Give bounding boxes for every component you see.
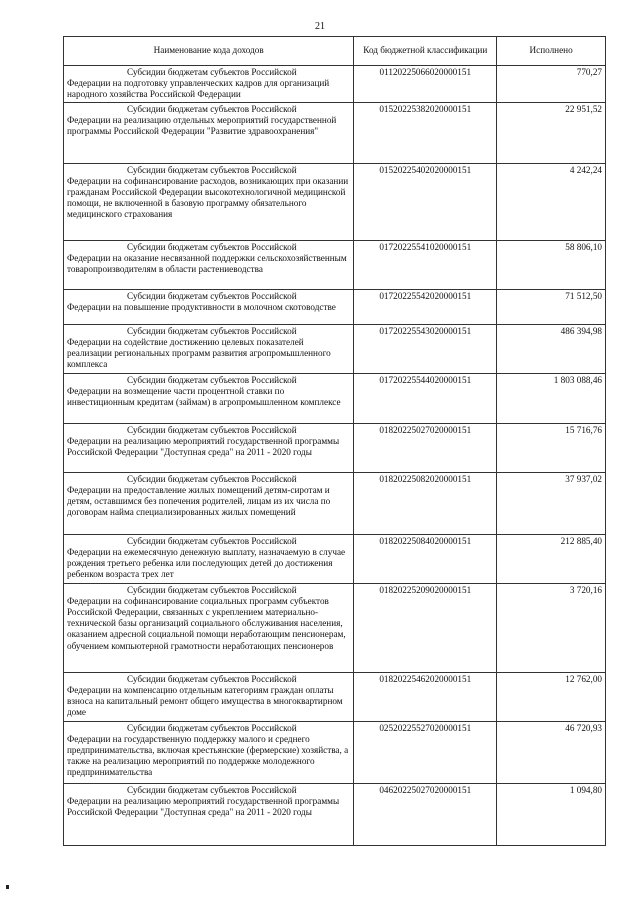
income-name-text: Федерации на реализацию мероприятий государственной программы Российской Федерации "Доступная среда" на 2011 - 2020 годы — [67, 795, 340, 818]
income-name-cell — [64, 721, 354, 783]
budget-code-cell: 01120225066020000151 — [354, 66, 497, 103]
amount-cell: 486 394,98 — [497, 324, 606, 373]
income-name-lead: Субсидии бюджетам субъектов Российской — [127, 241, 297, 252]
income-name-text: Федерации на софинансирование социальных программ субъектов Российской Федерации, связанных с укреплением материально-технической базы организаций социального обслуживания населения, оказанием адресной социальной помощи неработающим пенсионерам, обучением компьютерной грамотности неработающих пенсионеров — [67, 595, 346, 651]
income-name-text: Федерации на реализацию мероприятий государственной программы Российской Федерации "Доступная среда" на 2011 - 2020 годы — [67, 435, 340, 458]
budget-code-cell: 01720225544020000151 — [354, 373, 497, 423]
header-executed-amount: Исполнено — [497, 37, 606, 66]
income-name-text: Федерации на подготовку управленческих кадров для организаций народного хозяйства Российской Федерации — [67, 78, 330, 100]
income-name-cell — [64, 672, 354, 721]
table-row — [64, 163, 606, 240]
table-row — [64, 373, 606, 423]
income-name-text: Федерации на возмещение части процентной ставки по инвестиционным кредитам (займам) в агропромышленном комплексе — [67, 385, 341, 408]
income-name-cell — [64, 66, 354, 103]
amount-cell: 770,27 — [497, 66, 606, 103]
income-name-text: Федерации на оказание несвязанной поддержки сельскохозяйственным товаропроизводителям в области растениеводства — [67, 252, 347, 275]
amount-cell: 58 806,10 — [497, 240, 606, 289]
budget-code-cell: 01520225402020000151 — [354, 163, 497, 240]
amount-cell: 1 803 088,46 — [497, 373, 606, 423]
table-row — [64, 102, 606, 163]
income-name-text: Федерации на предоставление жилых помещений детям-сиротам и детям, оставшимся без попечения родителей, лицам из их числа по договорам найма специализированных жилых помещений — [67, 484, 331, 518]
budget-code-cell: 04620225027020000151 — [354, 783, 497, 845]
table-row — [64, 672, 606, 721]
header-budget-classification-code: Код бюджетной классификации — [354, 37, 497, 66]
table-row — [64, 534, 606, 583]
income-name-cell — [64, 163, 354, 240]
table-row — [64, 423, 606, 472]
amount-cell: 212 885,40 — [497, 534, 606, 583]
budget-code-cell: 02520225527020000151 — [354, 721, 497, 783]
amount-cell: 4 242,24 — [497, 163, 606, 240]
budget-code-cell: 01820225084020000151 — [354, 534, 497, 583]
income-name-lead: Субсидии бюджетам субъектов Российской — [127, 473, 297, 484]
income-name-lead: Субсидии бюджетам субъектов Российской — [127, 325, 297, 336]
income-name-text: Федерации на реализацию отдельных мероприятий государственной программы Российской Федерации "Развитие здравоохранения" — [67, 114, 337, 137]
header-income-code-name: Наименование кода доходов — [64, 37, 354, 66]
income-name-text: Федерации на повышение продуктивности в молочном скотоводстве — [67, 301, 336, 312]
income-name-lead: Субсидии бюджетам субъектов Российской — [127, 535, 297, 546]
amount-cell: 71 512,50 — [497, 289, 606, 324]
amount-cell: 15 716,76 — [497, 423, 606, 472]
income-name-cell — [64, 472, 354, 534]
budget-code-cell: 01720225542020000151 — [354, 289, 497, 324]
income-name-text: Федерации на компенсацию отдельным категориям граждан оплаты взноса на капитальный ремонт общего имущества в многоквартирном доме — [67, 684, 343, 718]
budget-code-cell: 01520225382020000151 — [354, 102, 497, 163]
income-name-cell — [64, 783, 354, 845]
income-name-cell — [64, 373, 354, 423]
table-row — [64, 783, 606, 845]
amount-cell: 3 720,16 — [497, 583, 606, 672]
budget-code-cell: 01820225027020000151 — [354, 423, 497, 472]
income-name-lead: Субсидии бюджетам субъектов Российской — [127, 584, 297, 595]
amount-cell: 46 720,93 — [497, 721, 606, 783]
budget-code-cell: 01820225462020000151 — [354, 672, 497, 721]
page-number: 21 — [315, 21, 325, 32]
budget-code-cell: 01720225543020000151 — [354, 324, 497, 373]
budget-code-cell: 01820225209020000151 — [354, 583, 497, 672]
budget-code-cell: 01820225082020000151 — [354, 472, 497, 534]
table-row — [64, 721, 606, 783]
income-name-lead: Субсидии бюджетам субъектов Российской — [127, 722, 297, 733]
table-header-row — [64, 37, 606, 66]
income-name-lead: Субсидии бюджетам субъектов Российской — [127, 784, 297, 795]
income-name-lead: Субсидии бюджетам субъектов Российской — [127, 424, 297, 435]
amount-cell: 37 937,02 — [497, 472, 606, 534]
income-name-cell — [64, 102, 354, 163]
income-name-cell — [64, 289, 354, 324]
income-name-cell — [64, 324, 354, 373]
amount-cell: 1 094,80 — [497, 783, 606, 845]
income-name-lead: Субсидии бюджетам субъектов Российской — [127, 290, 297, 301]
table-row — [64, 240, 606, 289]
table-row — [64, 66, 606, 103]
income-name-cell — [64, 534, 354, 583]
income-name-lead: Субсидии бюджетам субъектов Российской — [127, 673, 297, 684]
income-name-lead: Субсидии бюджетам субъектов Российской — [127, 374, 297, 385]
income-name-text: Федерации на ежемесячную денежную выплату, назначаемую в случае рождения третьего ребенка или последующих детей до достижения ребенком возраста трех лет — [67, 546, 346, 580]
amount-cell: 12 762,00 — [497, 672, 606, 721]
income-name-text: Федерации на софинансирование расходов, возникающих при оказании гражданам Российской Федерации высокотехнологичной медицинской помощи, не включенной в базовую программу обязательного медицинского страхования — [67, 175, 349, 220]
table-row — [64, 472, 606, 534]
income-name-cell — [64, 423, 354, 472]
table-row — [64, 583, 606, 672]
income-name-text: Федерации на государственную поддержку малого и среднего предпринимательства, включая крестьянские (фермерские) хозяйства, а также на реализацию мероприятий по поддержке молодежного предпринимательства — [67, 733, 349, 778]
income-name-lead: Субсидии бюджетам субъектов Российской — [127, 164, 297, 175]
income-name-text: Федерации на содействие достижению целевых показателей реализации региональных программ развития агропромышленного комплекса — [67, 336, 331, 370]
income-name-cell — [64, 583, 354, 672]
amount-cell: 22 951,52 — [497, 102, 606, 163]
scan-edge-mark — [6, 885, 9, 889]
table-row — [64, 289, 606, 324]
budget-code-cell: 01720225541020000151 — [354, 240, 497, 289]
income-name-lead: Субсидии бюджетам субъектов Российской — [127, 103, 297, 114]
table-row — [64, 324, 606, 373]
income-name-cell — [64, 240, 354, 289]
budget-income-table — [63, 36, 606, 846]
income-name-lead: Субсидии бюджетам субъектов Российской — [127, 67, 297, 77]
